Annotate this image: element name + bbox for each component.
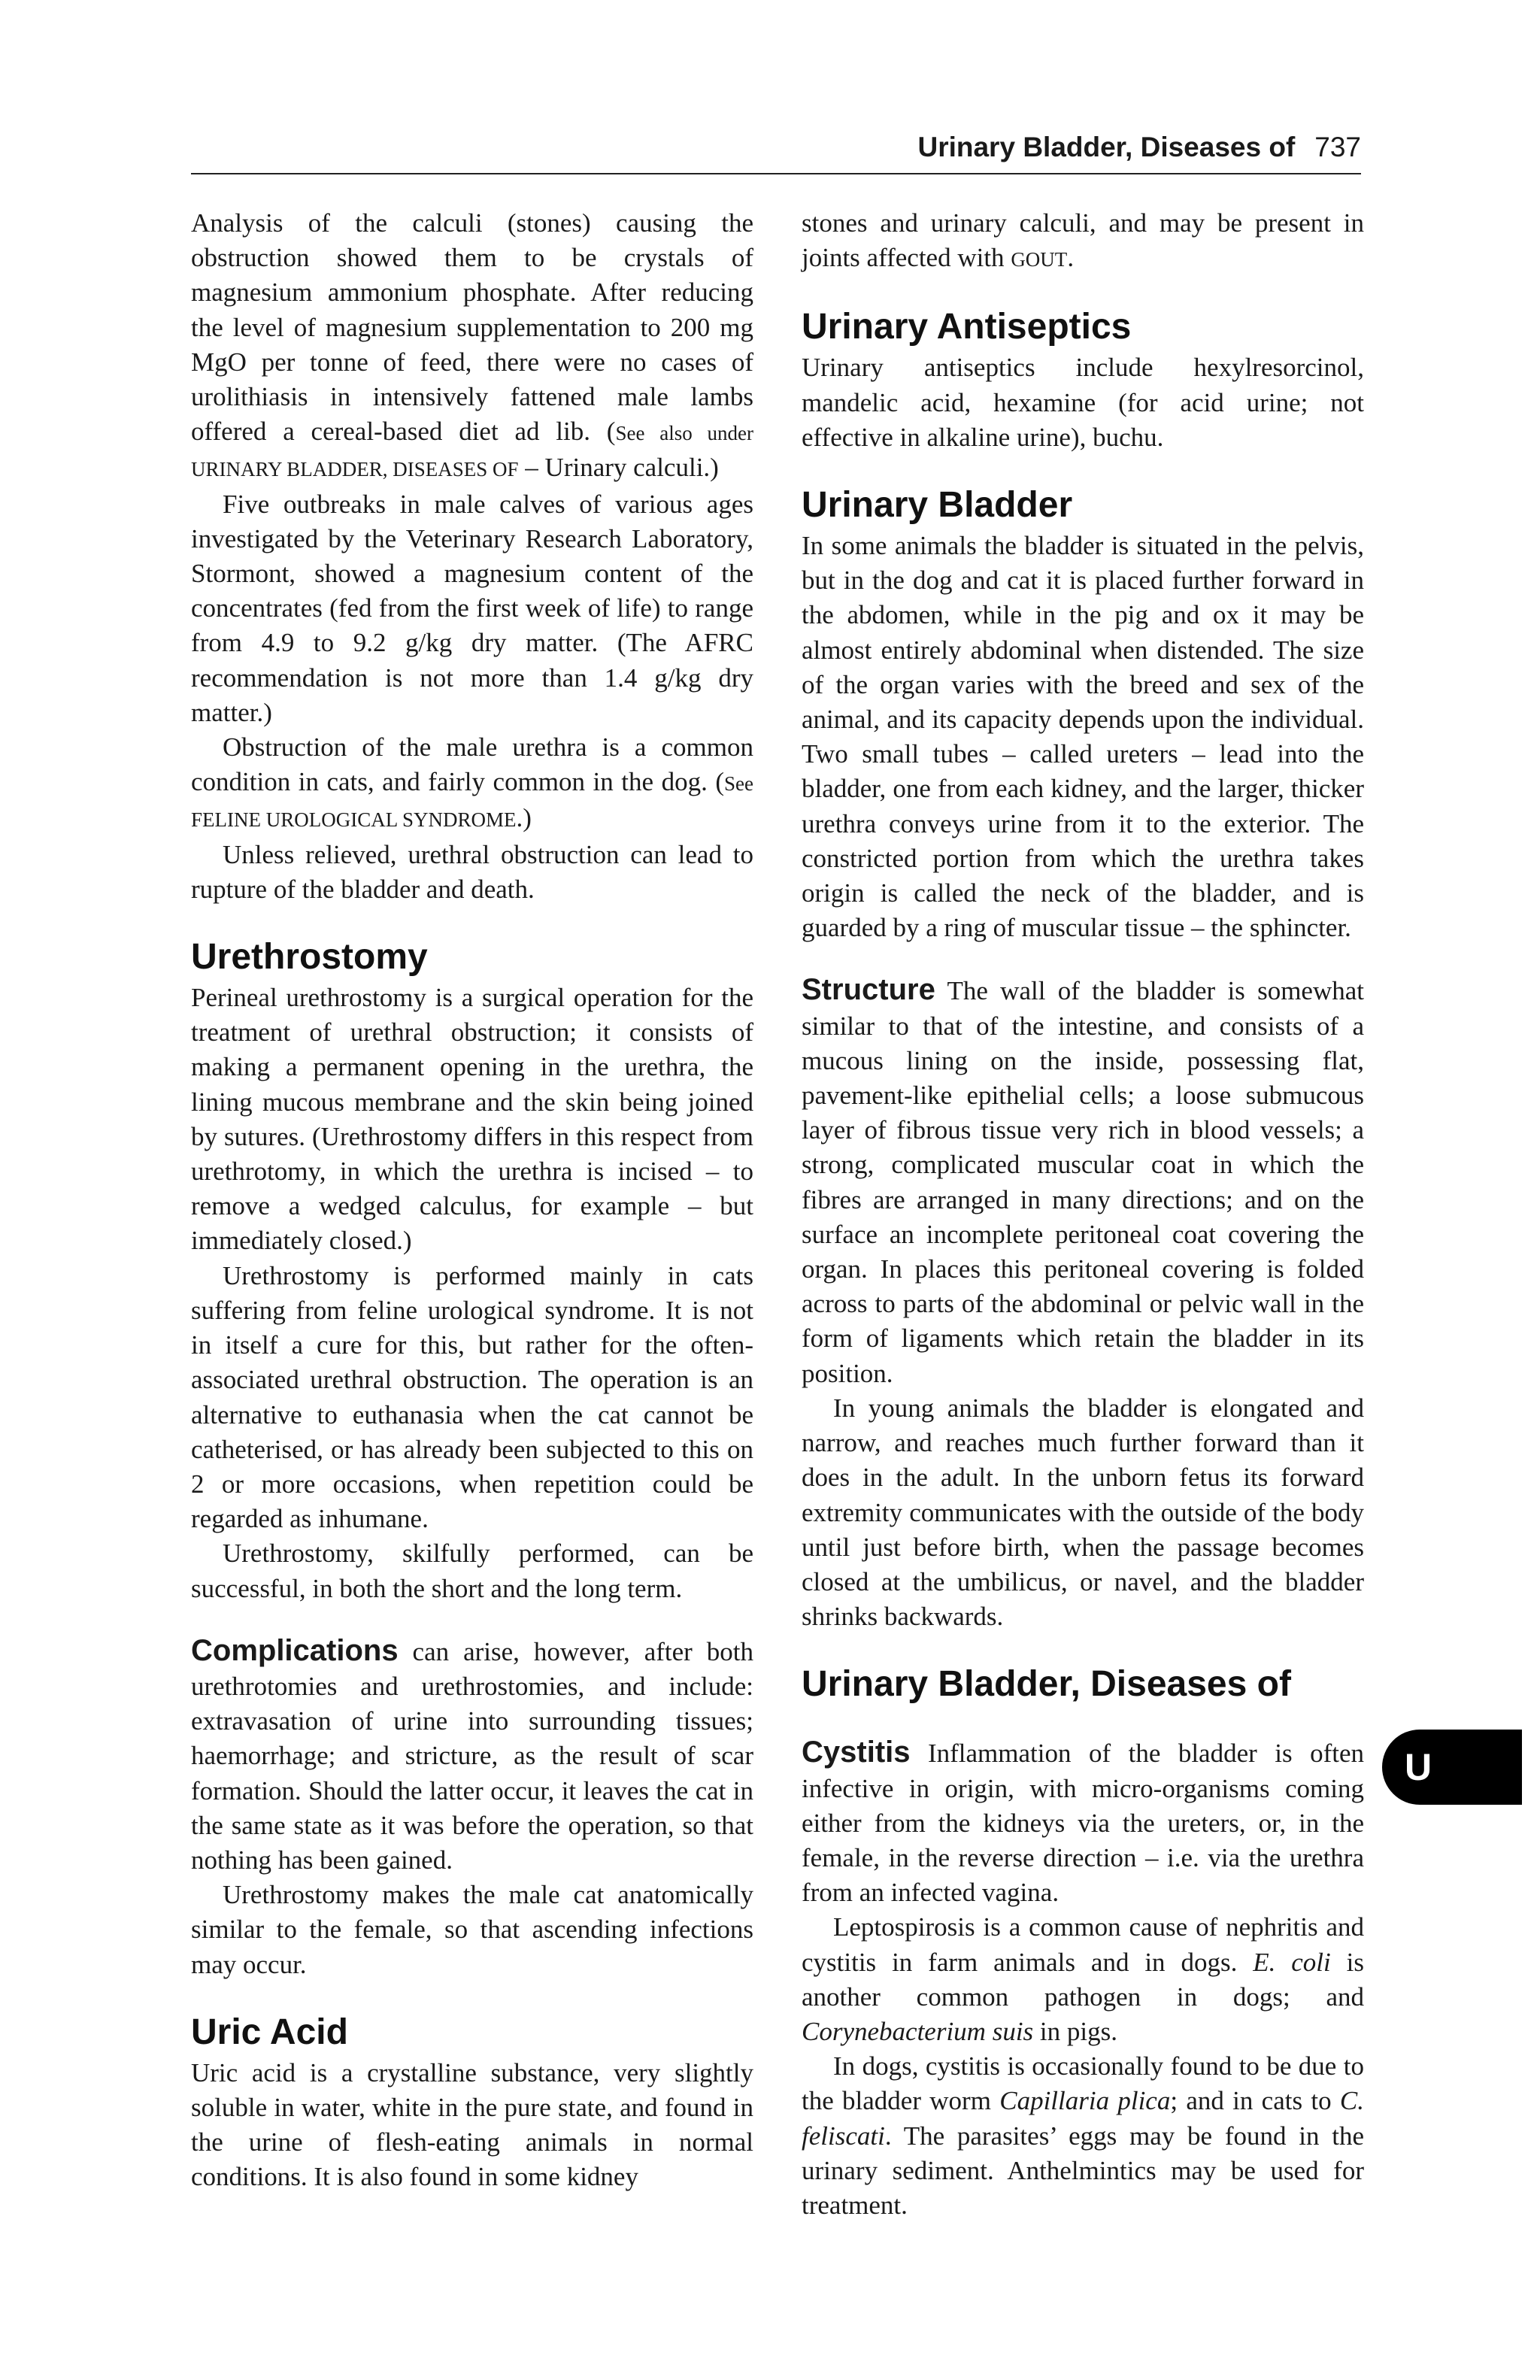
paragraph: Cystitis Inflammation of the bladder is often infective in origin, with micro-organisms coming either from the kidneys via the ureters, or, in the female, in the reverse direction – i.e. via the urethra from an infected vagina. [802,1736,1364,1908]
paragraph: Structure The wall of the bladder is somewhat similar to that of the intestine, and consists of a mucous lining on the inside, possessing flat, pavement-like epithelial cells; a loose submucous layer of fibrous tissue very rich in blood vessels; a strong, complicated muscular coat in which the fibres are arranged in many directions; and on the surface an incomplete peritoneal coat covering the organ. In places this peritoneal covering is folded across to parts of the abdominal or pelvic wall in the form of ligaments which retain the bladder in its position. [802,973,1364,1388]
paragraph: Urethrostomy, skilfully performed, can be successful, in both the short and the long term. [191,1539,753,1603]
cross-reference: FELINE UROLOGICAL SYNDROME [191,808,517,832]
paragraph: Complications can arise, however, after both urethrotomies and urethrostomies, and include: extravasation of urine into surrounding tissues; haemorrhage; and stricture, as the result of scar formation. Should the latter occur, it leaves the cat in the same state as it was before the operation, so that nothing has been gained. [191,1633,753,1875]
paragraph: Uric acid is a crystalline substance, very slightly soluble in water, white in the pure state, and found in the urine of flesh-eating animals in normal conditions. It is also found in some kidney [191,2057,753,2192]
paragraph: Urethrostomy makes the male cat anatomically similar to the female, so that ascending infections may occur. [191,1880,753,1979]
paragraph: In dogs, cystitis is occasionally found to be due to the bladder worm Capillaria plica; and in cats to C. feliscati. The parasites’ eggs may be found in the urinary sediment. Anthelmintics may be used for treatment. [802,2051,1364,2220]
paragraph: Unless relieved, urethral obstruction can lead to rupture of the bladder and death. [191,839,753,904]
see: See [724,772,753,796]
page-number: 737 [1314,132,1361,162]
entry-heading-urethrostomy: Urethrostomy [191,937,428,978]
paragraph: Urethrostomy is performed mainly in cats suffering from feline urological syndrome. It is not in itself a cure for this, but rather for the often-associated urethral obstruction. The operation is an alternative to euthanasia when the cat cannot be catheterised, or has already been subjected to this on 2 or more occasions, when repetition could be regarded as inhumane. [191,1260,753,1534]
right-column [802,206,1364,2223]
species-name: C. feliscati [802,2086,1364,2151]
paragraph: Obstruction of the male urethra is a common condition in cats, and fairly common in the dog. (See FELINE UROLOGICAL SYNDROME.) [191,732,753,833]
see-also: See also under [615,422,753,445]
paragraph: Perineal urethrostomy is a surgical operation for the treatment of urethral obstruction; it consists of making a permanent opening in the urethra, the lining mucous membrane and the skin being joined by sutures. (Urethrostomy differs in this respect from urethrotomy, in which the urethra is incised – to remove a wedged calculus, for example – but immediately closed.) [191,983,753,1256]
species-name: Corynebacterium suis [802,2016,1034,2046]
paragraph: In some animals the bladder is situated in the pelvis, but in the dog and cat it is placed further forward in the abdomen, while in the pig and ox it may be almost entirely abdominal when distended. The size of the organ varies with the breed and sex of the animal, and its capacity depends upon the individual. Two small tubes – called ureters – lead into the bladder, one from each kidney, and the larger, thicker urethra conveys urine from it to the exterior. The constricted portion from which the urethra takes origin is called the neck of the bladder, and is guarded by a ring of muscular tissue – the sphincter. [802,531,1364,943]
subheading-complications: Complications [191,1633,399,1667]
entry-heading-urinary-antiseptics: Urinary Antiseptics [802,307,1132,347]
paragraph: Five outbreaks in male calves of various ages investigated by the Veterinary Research Laboratory, Stormont, showed a magnesium content of the concentrates (fed from the first week of life) to range from 4.9 to 9.2 g/kg dry matter. (The AFRC recommendation is not more than 1.4 g/kg dry matter.) [191,489,753,727]
entry-heading-urinary-bladder-diseases: Urinary Bladder, Diseases of [802,1664,1291,1705]
subheading-cystitis: Cystitis [802,1736,911,1769]
species-name: Capillaria plica [999,2086,1171,2116]
thumb-index-tab: U [1382,1730,1522,1805]
subheading-structure: Structure [802,973,935,1007]
running-title: Urinary Bladder, Diseases of [917,132,1296,162]
paragraph: Urinary antiseptics include hexylresorcinol, mandelic acid, hexamine (for acid urine; not effective in alkaline urine), buchu. [802,353,1364,452]
running-header [191,126,1361,174]
paragraph: stones and urinary calculi, and may be present in joints affected with GOUT. [802,208,1364,273]
left-column [191,206,753,2195]
paragraph: Analysis of the calculi (stones) causing the obstruction showed them to be crystals of magnesium ammonium phosphate. After reducing the level of magnesium supplementation to 200 mg MgO per tonne of feed, there were no cases of urolithiasis in intensively fattened male lambs offered a cereal-based diet ad lib. (See also under URINARY BLADDER, DISEASES OF – Urinary calculi.) [191,208,753,483]
cross-reference: URINARY BLADDER, DISEASES OF [191,458,519,481]
paragraph: Leptospirosis is a common cause of nephritis and cystitis in farm animals and in dogs. E. coli is another common pathogen in dogs; and Corynebacterium suis in pigs. [802,1912,1364,2046]
species-name: E. coli [1253,1947,1331,1977]
entry-heading-urinary-bladder: Urinary Bladder [802,485,1073,526]
cross-reference: GOUT [1011,248,1068,271]
paragraph: In young animals the bladder is elongated and narrow, and reaches much further forward than it does in the adult. In the unborn fetus its forward extremity communicates with the outside of the body until just before birth, when the passage becomes closed at the umbilicus, or navel, and the bladder shrinks backwards. [802,1393,1364,1632]
entry-heading-uric-acid: Uric Acid [191,2012,348,2052]
